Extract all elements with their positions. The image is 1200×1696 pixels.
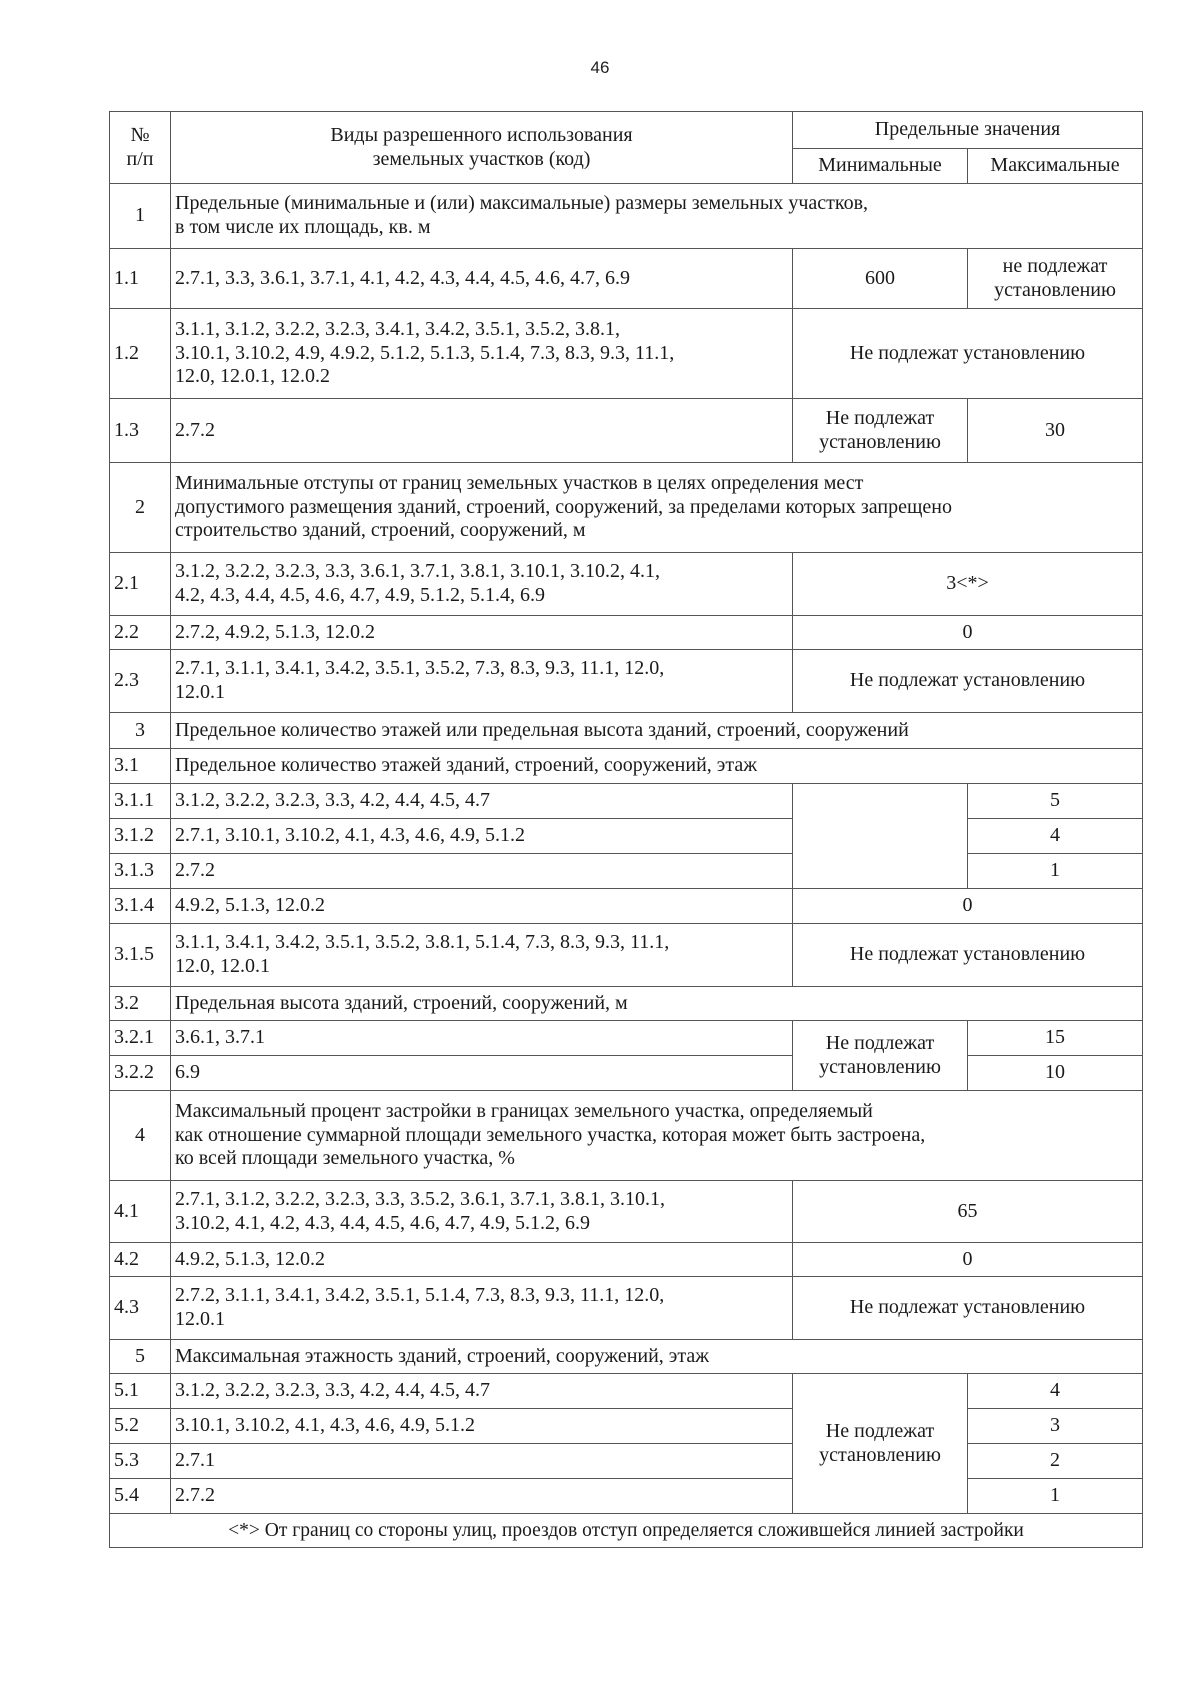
max-value: 10 [968,1056,1143,1091]
table-row [110,854,1143,889]
header-max: Максимальные [968,149,1143,184]
use-codes: 2.7.1, 3.1.1, 3.4.1, 3.4.2, 3.5.1, 3.5.2, 7.3, 8.3, 9.3, 11.1, 12.0, 12.0.1 [171,650,793,713]
limit-value: Не подлежат установлению [793,924,1143,987]
max-value: 1 [968,1479,1143,1514]
min-value: Не подлежат установлению [793,1374,968,1514]
limit-value: 3<*> [793,553,1143,616]
use-codes: 3.1.2, 3.2.2, 3.2.3, 3.3, 3.6.1, 3.7.1, 3.8.1, 3.10.1, 3.10.2, 4.1, 4.2, 4.3, 4.4, 4.5, 4.6, 4.7, 4.9, 5.1.2, 5.1.4, 6.9 [171,553,793,616]
use-codes: 2.7.2 [171,399,793,463]
min-value: Не подлежат установлению [793,399,968,463]
use-codes: 2.7.1, 3.3, 3.6.1, 3.7.1, 4.1, 4.2, 4.3, 4.4, 4.5, 4.6, 4.7, 6.9 [171,249,793,309]
table-row [110,463,1143,553]
table-row [110,784,1143,819]
row-number: 4 [110,1091,171,1181]
max-value: 3 [968,1409,1143,1444]
header-min: Минимальные [793,149,968,184]
limit-value: 0 [793,616,1143,650]
max-value: не подлежат установлению [968,249,1143,309]
row-number: 3.1.3 [110,854,171,889]
row-number: 2.3 [110,650,171,713]
max-value: 15 [968,1021,1143,1056]
table-row [110,650,1143,713]
table-row [110,749,1143,784]
row-number: 5.3 [110,1444,171,1479]
table-row [110,1514,1143,1548]
row-number: 4.2 [110,1243,171,1277]
table-row [110,924,1143,987]
row-number: 1.3 [110,399,171,463]
max-value: 30 [968,399,1143,463]
max-value: 1 [968,854,1143,889]
row-number: 1 [110,184,171,249]
subsection-title: Предельное количество этажей зданий, строений, сооружений, этаж [171,749,1143,784]
limit-value: Не подлежат установлению [793,1277,1143,1340]
table-row [110,1444,1143,1479]
row-number: 3 [110,713,171,749]
row-number: 2 [110,463,171,553]
limit-value: 0 [793,889,1143,924]
use-codes: 4.9.2, 5.1.3, 12.0.2 [171,1243,793,1277]
max-value: 4 [968,819,1143,854]
min-value: 600 [793,249,968,309]
row-number: 4.3 [110,1277,171,1340]
row-number: 5 [110,1340,171,1374]
table-row [110,1409,1143,1444]
row-number: 3.2 [110,987,171,1021]
table-row [110,184,1143,249]
use-codes: 2.7.2 [171,854,793,889]
min-value: Не подлежат установлению [793,1021,968,1091]
table-row [110,1340,1143,1374]
table-row [110,616,1143,650]
row-number: 5.1 [110,1374,171,1409]
section-title: Максимальная этажность зданий, строений, сооружений, этаж [171,1340,1143,1374]
use-codes: 3.1.2, 3.2.2, 3.2.3, 3.3, 4.2, 4.4, 4.5, 4.7 [171,1374,793,1409]
subsection-title: Предельная высота зданий, строений, сооружений, м [171,987,1143,1021]
row-number: 3.1.5 [110,924,171,987]
row-number: 1.1 [110,249,171,309]
row-number: 1.2 [110,309,171,399]
table-row [110,819,1143,854]
use-codes: 2.7.2, 4.9.2, 5.1.3, 12.0.2 [171,616,793,650]
header-number: № п/п [110,112,171,184]
row-number: 2.2 [110,616,171,650]
row-number: 3.2.2 [110,1056,171,1091]
use-codes: 3.6.1, 3.7.1 [171,1021,793,1056]
table-row [110,1091,1143,1181]
use-codes: 2.7.2 [171,1479,793,1514]
header-use-types: Виды разрешенного использования земельных участков (код) [171,112,793,184]
limit-value: Не подлежат установлению [793,309,1143,399]
table-row [110,309,1143,399]
table-row [110,1243,1143,1277]
max-value: 5 [968,784,1143,819]
min-value-empty [793,784,968,889]
use-codes: 2.7.1 [171,1444,793,1479]
row-number: 3.1.2 [110,819,171,854]
use-codes: 6.9 [171,1056,793,1091]
use-codes: 4.9.2, 5.1.3, 12.0.2 [171,889,793,924]
use-codes: 2.7.1, 3.1.2, 3.2.2, 3.2.3, 3.3, 3.5.2, 3.6.1, 3.7.1, 3.8.1, 3.10.1, 3.10.2, 4.1, 4.2, 4.3, 4.4, 4.5, 4.6, 4.7, 4.9, 5.1.2, 6.9 [171,1181,793,1243]
table-row [110,987,1143,1021]
table-row [110,1374,1143,1409]
row-number: 3.2.1 [110,1021,171,1056]
table-row [110,889,1143,924]
use-codes: 2.7.1, 3.10.1, 3.10.2, 4.1, 4.3, 4.6, 4.9, 5.1.2 [171,819,793,854]
table-row [110,553,1143,616]
use-codes: 3.1.1, 3.1.2, 3.2.2, 3.2.3, 3.4.1, 3.4.2, 3.5.1, 3.5.2, 3.8.1, 3.10.1, 3.10.2, 4.9, 4.9.2, 5.1.2, 5.1.3, 5.1.4, 7.3, 8.3, 9.3, 11.1, 12.0, 12.0.1, 12.0.2 [171,309,793,399]
page-number: 46 [590,58,610,77]
use-codes: 3.1.2, 3.2.2, 3.2.3, 3.3, 4.2, 4.4, 4.5, 4.7 [171,784,793,819]
use-codes: 3.10.1, 3.10.2, 4.1, 4.3, 4.6, 4.9, 5.1.2 [171,1409,793,1444]
use-codes: 3.1.1, 3.4.1, 3.4.2, 3.5.1, 3.5.2, 3.8.1, 5.1.4, 7.3, 8.3, 9.3, 11.1, 12.0, 12.0.1 [171,924,793,987]
limit-value: 65 [793,1181,1143,1243]
row-number: 5.4 [110,1479,171,1514]
regulations-table [109,111,1143,1548]
row-number: 2.1 [110,553,171,616]
max-value: 4 [968,1374,1143,1409]
row-number: 3.1.1 [110,784,171,819]
row-number: 3.1 [110,749,171,784]
section-title: Предельное количество этажей или предельная высота зданий, строений, сооружений [171,713,1143,749]
table-row [110,1021,1143,1056]
table-row [110,1277,1143,1340]
limit-value: 0 [793,1243,1143,1277]
table-row [110,1181,1143,1243]
footnote: <*> От границ со стороны улиц, проездов отступ определяется сложившейся линией застройки [110,1514,1143,1548]
table-row [110,399,1143,463]
row-number: 4.1 [110,1181,171,1243]
limit-value: Не подлежат установлению [793,650,1143,713]
row-number: 3.1.4 [110,889,171,924]
table-row [110,249,1143,309]
table-row [110,713,1143,749]
section-title: Максимальный процент застройки в границах земельного участка, определяемый как отношение суммарной площади земельного участка, которая может быть застроена, ко всей площади земельного участка, % [171,1091,1143,1181]
header-limits: Предельные значения [793,112,1143,149]
row-number: 5.2 [110,1409,171,1444]
section-title: Минимальные отступы от границ земельных участков в целях определения мест допустимого размещения зданий, строений, сооружений, за пределами которых запрещено строительство зданий, строений, сооружений, м [171,463,1143,553]
table-row [110,1056,1143,1091]
table-row [110,1479,1143,1514]
use-codes: 2.7.2, 3.1.1, 3.4.1, 3.4.2, 3.5.1, 5.1.4, 7.3, 8.3, 9.3, 11.1, 12.0, 12.0.1 [171,1277,793,1340]
section-title: Предельные (минимальные и (или) максимальные) размеры земельных участков, в том числе их площадь, кв. м [171,184,1143,249]
max-value: 2 [968,1444,1143,1479]
